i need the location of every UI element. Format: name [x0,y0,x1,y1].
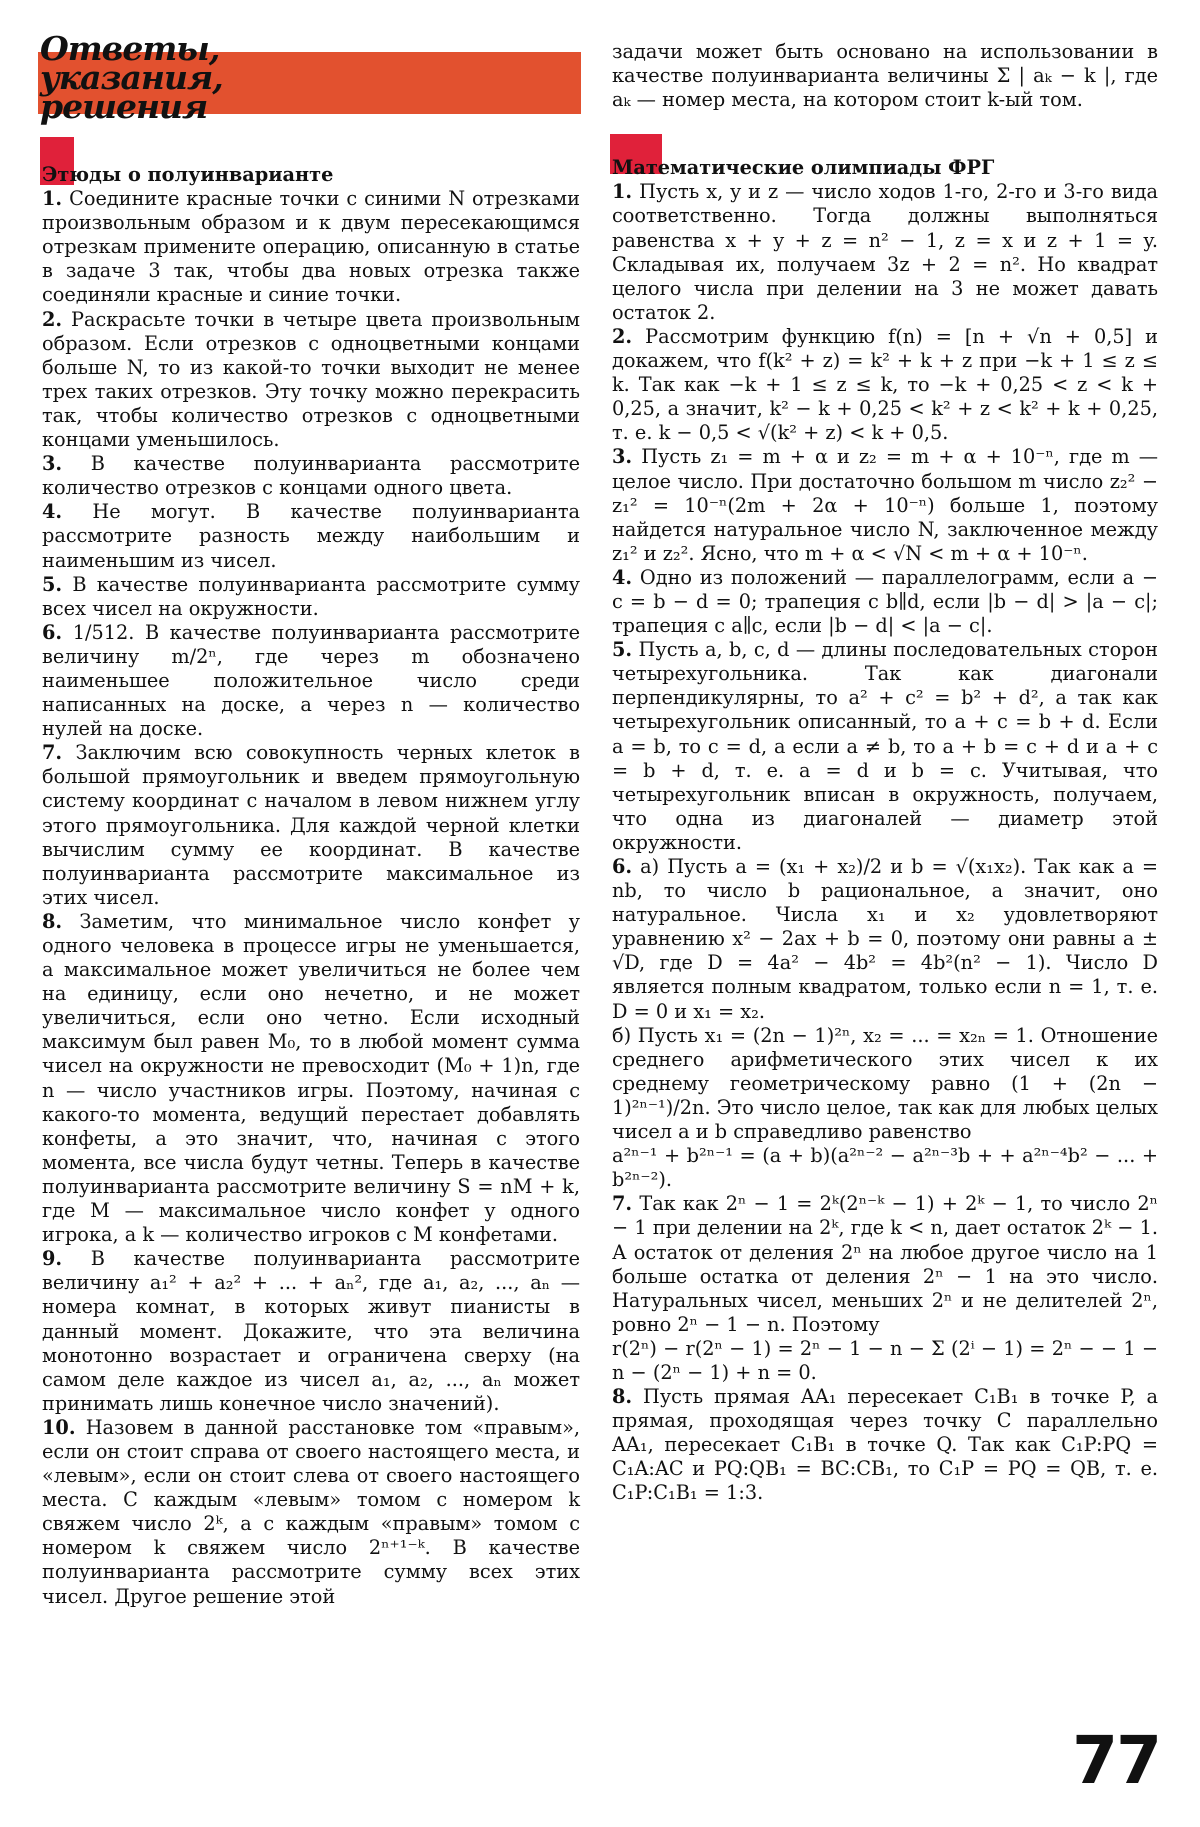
answer-number: 7. [42,741,63,765]
answer-text: a²ⁿ⁻¹ + b²ⁿ⁻¹ = (a + b)(a²ⁿ⁻² − a²ⁿ⁻³b + + a²ⁿ⁻⁴b² − ... + b²ⁿ⁻²). [612,1144,1158,1192]
answer-text: Заключим всю совокупность черных клеток в большой прямоугольник и введем прямоугольную систему координат с началом в левом нижнем углу этого прямоугольника. Для каждой черной клетки вычислим сумму ее координат. В качестве полуинварианта рассмотрите максимальное из этих чисел. [42,741,580,909]
answer-text: а) Пусть a = (x₁ + x₂)/2 и b = √(x₁x₂). Так как a = nb, то число b рациональное, а значит, оно натуральное. Числа x₁ и x₂ удовлетворяют уравнению x² − 2ax + b = 0, поэтому они равны a ± √D, где D = 4a² − 4b² = 4b²(n² − 1). Число D является полным квадратом, только если n = 1, т. е. D = 0 и x₁ = x₂. [612,855,1158,1023]
answer-text: Одно из положений — параллелограмм, если a − c = b − d = 0; трапеция с b∥d, если |b − d| > |a − c|; трапеция с a∥c, если |b − d| < |a − c|. [612,565,1158,638]
answer-item [612,1024,1158,1144]
answer-item [612,1144,1158,1192]
answer-number: 6. [612,855,633,878]
answer-number: 10. [42,1415,76,1439]
answer-text: 1/512. В качестве полуинварианта рассмотрите величину m/2ⁿ, где через m обозначено наименьшее положительное число среди написанных на доске, а через n — количество нулей на доске. [42,620,580,741]
answer-item [42,500,580,572]
answer-text: Пусть a, b, c, d — длины последовательных сторон четырехугольника. Так как диагонали перпендикулярны, то a² + c² = b² + d², а так как четырехугольник описанный, то a + c = b + d. Если a = b, то c = d, а если a ≠ b, то a + b = c + d и a + c = b + d, т. е. a = d и b = c. Учитывая, что четырехугольник вписан в окружность, получаем, что одна из диагоналей — диаметр этой окружности. [612,638,1158,854]
answer-item [612,1385,1158,1505]
answer-number: 3. [612,445,633,469]
left-column [42,163,580,1609]
answer-text: Соедините красные точки с синими N отрезками произвольным образом и к двум пересекающимся отрезкам примените операцию, описанную в статье в задаче 3 так, чтобы два новых отрезка также соединяли красные и синие точки. [42,187,580,307]
answer-item [612,445,1158,565]
answer-number: 2. [612,324,633,348]
answer-item [612,180,1158,325]
answer-text: Так как 2ⁿ − 1 = 2ᵏ(2ⁿ⁻ᵏ − 1) + 2ᵏ − 1, то число 2ⁿ − 1 при делении на 2ᵏ, где k < n, дает остаток 2ᵏ − 1. А остаток от деления 2ⁿ на любое другое число на 1 больше остатка от деления 2ⁿ − 1 на это число. Натуральных чисел, меньших 2ⁿ и не делителей 2ⁿ, ровно 2ⁿ − 1 − n. Поэтому [612,1192,1158,1336]
answer-item [42,308,580,453]
answer-text: Назовем в данной расстановке том «правым», если он стоит справа от своего настоящего места, и «левым», если он стоит слева от своего настоящего места. С каждым «левым» томом с номером k свяжем число 2ᵏ, а с каждым «правым» томом с номером k свяжем число 2ⁿ⁺¹⁻ᵏ. В качестве полуинварианта рассмотрите сумму всех этих чисел. Другое решение этой [42,1415,580,1608]
header-title-line2: указания, [40,58,223,97]
answer-number: 8. [612,1385,633,1409]
answer-item [42,1416,580,1609]
answer-item [612,566,1158,638]
header-title-line1: Ответы, [40,29,220,68]
answer-number: 4. [612,565,633,589]
answer-item [42,452,580,500]
answer-number: 6. [42,620,63,644]
answer-text: Не могут. В качестве полуинварианта рассмотрите разность между наибольшим и наименьшим из чисел. [42,500,580,572]
answer-text: В качестве полуинварианта рассмотрите сумму всех чисел на окружности. [42,572,580,620]
section-heading [42,163,580,187]
section-heading-text: Этюды о полуинварианте [42,163,334,186]
answer-item [612,325,1158,445]
section-heading-text: Математические олимпиады ФРГ [612,156,995,180]
answer-text: Пусть z₁ = m + α и z₂ = m + α + 10⁻ⁿ, где m — целое число. При достаточно большом m число z₂² − z₁² = 10⁻ⁿ(2m + 2α + 10⁻ⁿ) больше 1, поэтому найдется натуральное число N, заключенное между z₁² и z₂². Ясно, что m + α < √N < m + α + 10⁻ⁿ. [612,445,1158,565]
answer-text: Пусть x, y и z — число ходов 1-го, 2-го и 3-го вида соответственно. Тогда должны выполняться равенства x + y + z = n² − 1, z = x и z + 1 = y. Складывая их, получаем 3z + 2 = n². Но квадрат целого числа при делении на 3 не может давать остаток 2. [612,180,1158,324]
answer-list [42,187,580,1609]
answer-number: 3. [42,452,63,476]
answer-text: Раскрасьте точки в четыре цвета произвольным образом. Если отрезков с одноцветными концами больше N, то из какой-то точки выходит не менее трех таких отрезков. Эту точку можно перекрасить так, чтобы количество отрезков с одноцветными концами уменьшилось. [42,307,580,452]
answer-item [42,187,580,307]
answer-number: 9. [42,1247,63,1271]
answer-number: 5. [42,572,63,596]
answer-number: 7. [612,1192,633,1216]
answer-text: Рассмотрим функцию f(n) = [n + √n + 0,5] и докажем, что f(k² + z) = k² + k + z при −k + 1 ≤ z ≤ k. Так как −k + 1 ≤ z ≤ k, то −k + 0,25 < z < k + 0,25, а значит, k² − k + 0,25 < k² + z < k² + k + 0,25, т. е. k − 0,5 < √(k² + z) < k + 0,5. [612,324,1158,445]
answer-text: В качестве полуинварианта рассмотрите количество отрезков с концами одного цвета. [42,452,580,500]
answer-number: 8. [42,909,63,933]
answer-text: б) Пусть x₁ = (2n − 1)²ⁿ, x₂ = ... = x₂ₙ = 1. Отношение среднего арифметического этих чисел к их среднему геометрическому равно (1 + (2n − 1)²ⁿ⁻¹)/2n. Это число целое, так как для любых целых чисел a и b справедливо равенство [612,1023,1158,1144]
answer-number: 4. [42,500,63,524]
answer-number: 5. [612,638,633,662]
header-title [40,29,270,126]
section-heading [612,156,1158,180]
answer-text: В качестве полуинварианта рассмотрите величину a₁² + a₂² + ... + aₙ², где a₁, a₂, ..., aₙ — номера комнат, в которых живут пианисты в данный момент. Докажите, что эта величина монотонно возрастает и ограничена сверху (на самом деле каждое из чисел a₁, a₂, ..., aₙ может принимать лишь конечное число значений). [42,1247,580,1415]
answer-text: Заметим, что минимальное число конфет у одного человека в процессе игры не уменьшается, а максимальное может увеличиться не более чем на единицу, если оно нечетно, и не может увеличиться, если оно четно. Если исходный максимум был равен M₀, то в любой момент сумма чисел на окружности не превосходит (M₀ + 1)n, где n — число участников игры. Поэтому, начиная с какого-то момента, ведущий перестает добавлять конфеты, а это значит, что, начиная с этого момента, все числа будут четны. Теперь в качестве полуинварианта рассмотрите величину S = nM + k, где M — максимальное число конфет у одного игрока, а k — количество игроков с M конфетами. [42,909,580,1247]
header-title-line3: решения [40,87,208,126]
continuation-paragraph: задачи может быть основано на использовании в качестве полуинварианта величины Σ | aₖ − k |, где aₖ — номер места, на котором стоит k-ый том. [612,40,1158,112]
answer-item [612,1337,1158,1385]
answer-item [612,1192,1158,1337]
answer-item [612,855,1158,1024]
answer-item [42,573,580,621]
right-column [612,40,1158,1506]
answer-item [42,741,580,910]
answer-text: Пусть прямая AA₁ пересекает C₁B₁ в точке P, а прямая, проходящая через точку C параллельно AA₁, пересекает C₁B₁ в точке Q. Так как C₁P:PQ = C₁A:AC и PQ:QB₁ = BC:CB₁, то C₁P = PQ = QB, т. е. C₁P:C₁B₁ = 1:3. [612,1385,1158,1505]
answer-text: r(2ⁿ) − r(2ⁿ − 1) = 2ⁿ − 1 − n − Σ (2ⁱ − 1) = 2ⁿ − − 1 − n − (2ⁿ − 1) + n = 0. [612,1336,1158,1384]
answer-number: 1. [42,187,63,211]
answer-item [42,621,580,741]
answer-number: 1. [612,180,633,204]
answer-item [42,1247,580,1416]
page-number: 77 [1072,1722,1160,1799]
answer-item [612,638,1158,855]
answer-list [612,180,1158,1505]
answer-number: 2. [42,307,63,331]
answer-item [42,910,580,1247]
